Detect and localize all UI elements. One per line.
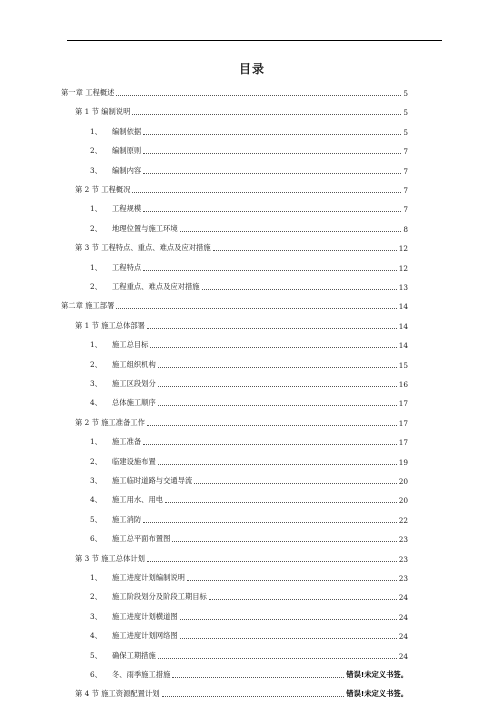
toc-entry-page: 12 <box>398 244 408 254</box>
toc-entry-level3[interactable] <box>90 200 408 214</box>
toc-dot-leader <box>165 501 397 503</box>
toc-dot-leader <box>132 191 401 193</box>
toc-entry-page: 17 <box>398 438 408 448</box>
toc-entry-page: 20 <box>398 477 408 486</box>
toc-entry-page: 14 <box>398 341 408 351</box>
toc-dot-leader <box>187 579 397 581</box>
toc-dot-leader <box>143 133 401 135</box>
toc-dot-leader <box>147 424 397 426</box>
toc-dot-leader <box>116 307 396 309</box>
toc-entry-page: 23 <box>398 574 408 583</box>
toc-dot-leader <box>158 404 397 406</box>
toc-dot-leader <box>143 269 397 271</box>
toc-dot-leader <box>158 657 397 659</box>
toc-entry-number: 4、 <box>90 398 102 408</box>
toc-entry-label: 临建设施布置 <box>112 456 156 466</box>
toc-entry-page: 23 <box>398 554 408 564</box>
toc-entry-error-ref: 错误!未定义书签。 <box>346 670 408 679</box>
toc-entry-level3[interactable] <box>90 588 408 602</box>
toc-entry-level2[interactable] <box>75 181 408 195</box>
toc-entry-page: 24 <box>398 651 408 661</box>
toc-entry-page: 14 <box>398 321 408 331</box>
toc-entry-level3[interactable] <box>90 336 408 350</box>
toc-entry-label: 施工进度计划横道图 <box>112 611 178 621</box>
toc-entry-page: 22 <box>398 515 408 525</box>
toc-entry-level3[interactable] <box>90 394 408 408</box>
toc-entry-level3[interactable] <box>90 220 408 234</box>
toc-entry-label: 工程重点、难点及应对措施 <box>112 282 200 291</box>
toc-dot-leader <box>158 463 397 465</box>
toc-entry-level3[interactable] <box>90 356 408 370</box>
toc-entry-level3[interactable] <box>90 569 408 583</box>
toc-entry-page: 24 <box>398 632 408 642</box>
toc-entry-label: 施工进度计划编制说明 <box>112 573 185 582</box>
toc-entry-level3[interactable] <box>90 666 408 680</box>
toc-entry-number: 3、 <box>90 379 102 388</box>
toc-entry-page: 17 <box>398 418 408 428</box>
toc-entry-label: 工程规模 <box>112 204 142 214</box>
toc-entry-level2[interactable] <box>75 414 408 428</box>
toc-entry-level2[interactable] <box>75 239 408 253</box>
toc-entry-page: 17 <box>398 399 408 409</box>
toc-entry-level3[interactable] <box>90 453 408 467</box>
toc-entry-page: 19 <box>398 457 408 467</box>
toc-entry-number: 1、 <box>90 437 102 447</box>
header-rule <box>67 40 442 41</box>
toc-entry-level3[interactable] <box>90 511 408 525</box>
toc-dot-leader <box>143 172 401 174</box>
toc-entry-page: 5 <box>403 108 408 118</box>
toc-entry-label: 编制原则 <box>112 146 142 156</box>
toc-entry-label: 第 4 节 施工资源配置计划 <box>75 689 160 699</box>
toc-dot-leader <box>172 540 396 542</box>
toc-entry-level2[interactable] <box>75 550 408 564</box>
toc-entry-number: 1、 <box>90 262 102 272</box>
toc-entry-page: 7 <box>403 166 408 176</box>
toc-dot-leader <box>147 560 397 562</box>
toc-dot-leader <box>180 637 397 639</box>
toc-dot-leader <box>209 598 397 600</box>
toc-entry-level3[interactable] <box>90 472 408 486</box>
toc-entry-number: 5、 <box>90 514 102 524</box>
toc-entry-label: 总体施工顺序 <box>112 398 156 408</box>
toc-entry-label: 施工消防 <box>112 514 142 524</box>
toc-entry-number: 3、 <box>90 165 102 175</box>
toc-dot-leader <box>180 618 397 620</box>
toc-entry-number: 4、 <box>90 631 102 641</box>
toc-entry-level3[interactable] <box>90 627 408 641</box>
toc-entry-number: 3、 <box>90 611 102 621</box>
toc-entry-number: 1、 <box>90 126 102 136</box>
toc-dot-leader <box>158 385 397 387</box>
toc-entry-level3[interactable] <box>90 375 408 389</box>
toc-entry-label: 施工阶段划分及阶段工期目标 <box>112 592 207 602</box>
toc-entry-page: 5 <box>403 89 408 98</box>
toc-dot-leader <box>180 230 402 232</box>
toc-dot-leader <box>143 210 401 212</box>
toc-dot-leader <box>213 249 397 251</box>
toc-entry-number: 2、 <box>90 282 102 291</box>
toc-entry-number: 5、 <box>90 650 102 660</box>
toc-entry-label: 施工总目标 <box>112 340 149 350</box>
toc-entry-label: 第 2 节 工程概况 <box>75 185 131 194</box>
toc-entry-level1[interactable] <box>61 297 408 311</box>
toc-dot-leader <box>172 676 344 678</box>
toc-entry-error-ref: 错误!未定义书签。 <box>346 689 408 699</box>
toc-entry-level2[interactable] <box>75 685 408 699</box>
toc-entry-number: 2、 <box>90 223 102 233</box>
toc-entry-page: 23 <box>398 535 408 545</box>
toc-entry-page: 8 <box>403 224 408 234</box>
toc-entry-label: 第 3 节 工程特点、重点、难点及应对措施 <box>75 243 211 253</box>
toc-entry-label: 冬、雨季施工措施 <box>112 670 171 679</box>
toc-dot-leader <box>143 152 401 154</box>
toc-dot-leader <box>158 366 397 368</box>
toc-entry-number: 2、 <box>90 592 102 602</box>
toc-entry-level2[interactable] <box>75 103 408 117</box>
toc-entry-label: 施工用水、用电 <box>112 495 164 505</box>
toc-entry-label: 第 1 节 施工总体部署 <box>75 320 145 330</box>
toc-entry-label: 工程特点 <box>112 262 142 272</box>
toc-entry-label: 施工组织机构 <box>112 359 156 369</box>
toc-dot-leader <box>143 443 397 445</box>
toc-entry-label: 编制依据 <box>112 126 142 136</box>
toc-entry-page: 13 <box>398 283 408 292</box>
toc-entry-label: 施工临时道路与交通导流 <box>112 476 193 485</box>
toc-entry-number: 2、 <box>90 146 102 156</box>
toc-entry-number: 6、 <box>90 534 102 544</box>
toc-entry-level3[interactable] <box>90 278 408 292</box>
toc-dot-leader <box>132 113 401 115</box>
toc-entry-page: 12 <box>398 263 408 273</box>
toc-entry-level3[interactable] <box>90 530 408 544</box>
toc-entry-level3[interactable] <box>90 433 408 447</box>
toc-entry-page: 7 <box>403 186 408 195</box>
toc-dot-leader <box>162 695 345 697</box>
toc-entry-page: 15 <box>398 360 408 370</box>
toc-entry-level3[interactable] <box>90 162 408 176</box>
toc-entry-page: 7 <box>403 147 408 157</box>
toc-entry-page: 20 <box>398 496 408 506</box>
toc-title: 目录 <box>238 62 265 76</box>
toc-entry-number: 3、 <box>90 476 102 485</box>
toc-entry-label: 第一章 工程概述 <box>61 88 115 97</box>
toc-entry-label: 第 1 节 编制说明 <box>75 107 131 117</box>
toc-entry-label: 确保工期措施 <box>112 650 156 660</box>
toc-dot-leader <box>143 521 397 523</box>
toc-entry-page: 24 <box>398 593 408 603</box>
toc-entry-label: 施工进度计划网络图 <box>112 631 178 641</box>
toc-entry-level3[interactable] <box>90 142 408 156</box>
toc-dot-leader <box>194 482 396 484</box>
toc-entry-label: 第 2 节 施工准备工作 <box>75 417 145 427</box>
toc-entry-page: 7 <box>403 205 408 215</box>
toc-entry-number: 1、 <box>90 340 102 350</box>
toc-dot-leader <box>147 327 397 329</box>
toc-entry-page: 24 <box>398 612 408 622</box>
toc-entry-level2[interactable] <box>75 317 408 331</box>
toc-entry-level3[interactable] <box>90 259 408 273</box>
toc-entry-label: 施工准备 <box>112 437 142 447</box>
toc-dot-leader <box>202 288 397 290</box>
toc-entry-label: 施工总平面布置图 <box>112 534 171 544</box>
toc-entry-label: 编制内容 <box>112 165 142 175</box>
toc-dot-leader <box>150 346 396 348</box>
toc-entry-level3[interactable] <box>90 647 408 661</box>
toc-entry-page: 14 <box>398 302 408 312</box>
toc-entry-number: 2、 <box>90 359 102 369</box>
toc-entry-level3[interactable] <box>90 491 408 505</box>
toc-entry-page: 5 <box>403 127 408 137</box>
toc-entry-label: 地理位置与施工环境 <box>112 223 178 233</box>
toc-dot-leader <box>116 94 401 96</box>
toc-entry-level1[interactable] <box>61 84 408 98</box>
toc-entry-number: 2、 <box>90 456 102 466</box>
toc-entry-page: 16 <box>398 380 408 389</box>
toc-entry-label: 施工区段划分 <box>112 379 156 388</box>
toc-entry-label: 第 3 节 施工总体计划 <box>75 553 145 563</box>
toc-entry-number: 1、 <box>90 573 102 582</box>
toc-entry-level3[interactable] <box>90 123 408 137</box>
toc-entry-label: 第二章 施工部署 <box>61 301 115 311</box>
toc-entry-level3[interactable] <box>90 608 408 622</box>
toc-entry-number: 6、 <box>90 670 102 679</box>
toc-entry-number: 1、 <box>90 204 102 214</box>
toc-entry-number: 4、 <box>90 495 102 505</box>
